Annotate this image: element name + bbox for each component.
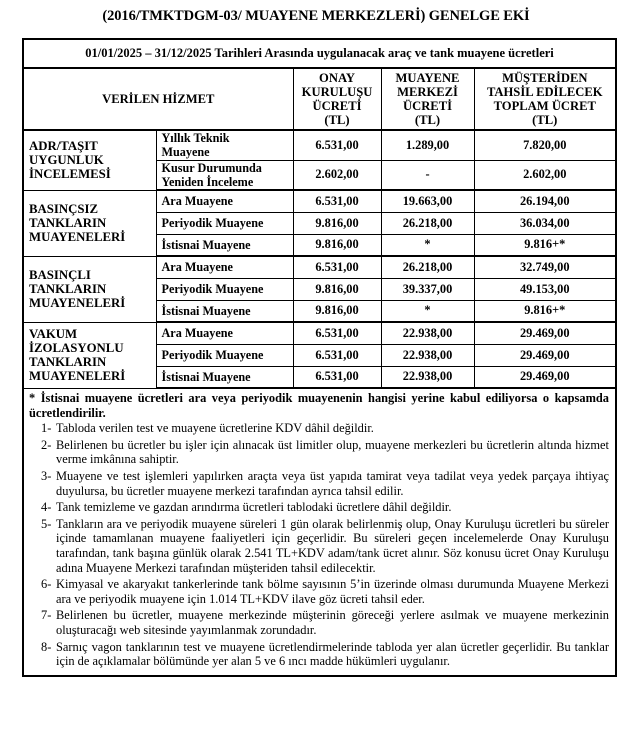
- note-item: [29, 608, 609, 637]
- table-row: [24, 256, 615, 278]
- service-group-name: BASINÇSIZ TANKLARIN MUAYENELERİ: [24, 190, 156, 256]
- note-text: Tabloda verilen test ve muayene ücretlerine KDV dâhil değildir.: [56, 421, 374, 436]
- note-item: [29, 438, 609, 467]
- approval-fee-cell: 6.531,00: [293, 256, 381, 278]
- approval-fee-cell: 6.531,00: [293, 322, 381, 344]
- note-text: Kimyasal ve akaryakıt tankerlerinde tank bölme sayısının 5’in üzerinde olması durumunda Muayene Merkezi ara ve periyodik muayene için 1.014 TL+KDV ilave göz ücreti tahsil eder.: [56, 577, 609, 606]
- total-fee-cell: 9.816+*: [474, 300, 615, 322]
- service-name: İstisnai Muayene: [156, 300, 293, 322]
- table-row: [24, 130, 615, 160]
- center-fee-cell: -: [381, 160, 474, 190]
- header-total-fee: MÜŞTERİDEN TAHSİL EDİLECEK TOPLAM ÜCRET (TL): [474, 69, 615, 130]
- service-name: Periyodik Muayene: [156, 278, 293, 300]
- approval-fee-cell: 6.531,00: [293, 130, 381, 160]
- service-name: İstisnai Muayene: [156, 366, 293, 388]
- notes-section: [24, 389, 615, 675]
- service-name: Periyodik Muayene: [156, 344, 293, 366]
- center-fee-cell: 1.289,00: [381, 130, 474, 160]
- total-fee-cell: 29.469,00: [474, 366, 615, 388]
- document-title: (2016/TMKTDGM-03/ MUAYENE MERKEZLERİ) GENELGE EKİ: [102, 8, 530, 24]
- table-row: [24, 322, 615, 344]
- approval-fee-cell: 6.531,00: [293, 366, 381, 388]
- note-number: 5-: [41, 516, 52, 531]
- note-number: 2-: [41, 437, 52, 452]
- center-fee-cell: 22.938,00: [381, 322, 474, 344]
- total-fee-cell: 2.602,00: [474, 160, 615, 190]
- note-item: [29, 640, 609, 669]
- service-name: İstisnai Muayene: [156, 234, 293, 256]
- center-fee-cell: *: [381, 234, 474, 256]
- center-fee-cell: 22.938,00: [381, 366, 474, 388]
- note-text: Tankların ara ve periyodik muayene süreleri 1 gün olarak belirlenmiş olup, Onay Kuruluşu ücretleri bu süreler içinde tamamlanan muayene faaliyetleri için geçerlidir. Bu süreleri geçen incelemelerde Onay Kuruluşu tarafından, tank başına günlük olarak 2.541 TL+KDV adam/tank ücret alınır. Söz konusu ücret Onay Kuruluşu adına Muayene Merkezi tarafından müşteriden tahsil edilecektir.: [56, 516, 609, 575]
- service-name: Ara Muayene: [156, 256, 293, 278]
- total-fee-cell: 7.820,00: [474, 130, 615, 160]
- total-fee-cell: 9.816+*: [474, 234, 615, 256]
- note-item: [29, 500, 609, 515]
- approval-fee-cell: 2.602,00: [293, 160, 381, 190]
- approval-fee-cell: 9.816,00: [293, 234, 381, 256]
- service-group-name: ADR/TAŞIT UYGUNLUK İNCELEMESİ: [24, 130, 156, 190]
- note-item: [29, 469, 609, 498]
- note-number: 4-: [41, 500, 52, 515]
- fee-table: [24, 69, 615, 389]
- center-fee-cell: 19.663,00: [381, 190, 474, 212]
- approval-fee-cell: 9.816,00: [293, 278, 381, 300]
- approval-fee-cell: 9.816,00: [293, 300, 381, 322]
- header-center-fee: MUAYENE MERKEZİ ÜCRETİ (TL): [381, 69, 474, 130]
- note-text: Belirlenen bu ücretler bu işler için alınacak üst limitler olup, muayene merkezleri bu ücretlerin altında hizmet verme imkânına sahiptir.: [56, 437, 609, 467]
- total-fee-cell: 26.194,00: [474, 190, 615, 212]
- header-service: VERİLEN HİZMET: [24, 69, 293, 130]
- center-fee-cell: 26.218,00: [381, 256, 474, 278]
- note-item: [29, 517, 609, 575]
- note-text: Sarnıç vagon tanklarının test ve muayene ücretlendirmelerinde tabloda yer alan ücretler geçerlidir. Bu tanklar için de açıklamalar bölümünde yer alan 5 ve 6 ıncı madde hükümleri uygulanır.: [56, 639, 609, 669]
- service-name: Periyodik Muayene: [156, 212, 293, 234]
- center-fee-cell: 39.337,00: [381, 278, 474, 300]
- note-number: 1-: [41, 421, 52, 436]
- note-text: Belirlenen bu ücretler, muayene merkezinde müşterinin göreceği yerlere asılmak ve muayene merkezinin oluşturacağı web sitesinde yayımlanmak zorundadır.: [56, 608, 609, 637]
- approval-fee-cell: 6.531,00: [293, 344, 381, 366]
- header-row: [24, 69, 615, 130]
- note-number: 6-: [41, 577, 52, 592]
- service-name: Ara Muayene: [156, 322, 293, 344]
- total-fee-cell: 49.153,00: [474, 278, 615, 300]
- note-item: [29, 577, 609, 606]
- service-name: Yıllık Teknik Muayene: [156, 130, 293, 160]
- star-note: * İstisnai muayene ücretleri ara veya periyodik muayenenin hangisi yerine kabul ediliyorsa o kapsamda ücretlendirilir.: [29, 391, 609, 420]
- fee-table-frame: [22, 38, 617, 677]
- service-group-name: VAKUM İZOLASYONLU TANKLARIN MUAYENELERİ: [24, 322, 156, 388]
- notes-list: [29, 421, 609, 669]
- fee-table-body: [24, 130, 615, 388]
- approval-fee-cell: 9.816,00: [293, 212, 381, 234]
- note-number: 7-: [41, 608, 52, 623]
- header-approval-fee: ONAY KURULUŞU ÜCRETİ (TL): [293, 69, 381, 130]
- total-fee-cell: 36.034,00: [474, 212, 615, 234]
- service-group-name: BASINÇLI TANKLARIN MUAYENELERİ: [24, 256, 156, 322]
- center-fee-cell: 26.218,00: [381, 212, 474, 234]
- center-fee-cell: *: [381, 300, 474, 322]
- note-text: Tank temizleme ve gazdan arındırma ücretleri tablodaki ücretlere dâhil değildir.: [56, 500, 452, 515]
- total-fee-cell: 29.469,00: [474, 344, 615, 366]
- note-item: [29, 421, 609, 436]
- service-name: Ara Muayene: [156, 190, 293, 212]
- service-name: Kusur Durumunda Yeniden İnceleme: [156, 160, 293, 190]
- note-text: Muayene ve test işlemleri yapılırken araçta veya üst yapıda tamirat veya tadilat veya yedek parçaya ihtiyaç duyulursa, bu ücretler muayene merkezi tarafından ayrıca tahsil edilir.: [56, 468, 609, 498]
- table-caption: 01/01/2025 – 31/12/2025 Tarihleri Arasında uygulanacak araç ve tank muayene ücretleri: [24, 40, 615, 69]
- table-row: [24, 190, 615, 212]
- approval-fee-cell: 6.531,00: [293, 190, 381, 212]
- note-number: 8-: [41, 639, 52, 654]
- center-fee-cell: 22.938,00: [381, 344, 474, 366]
- total-fee-cell: 29.469,00: [474, 322, 615, 344]
- total-fee-cell: 32.749,00: [474, 256, 615, 278]
- note-number: 3-: [41, 468, 52, 483]
